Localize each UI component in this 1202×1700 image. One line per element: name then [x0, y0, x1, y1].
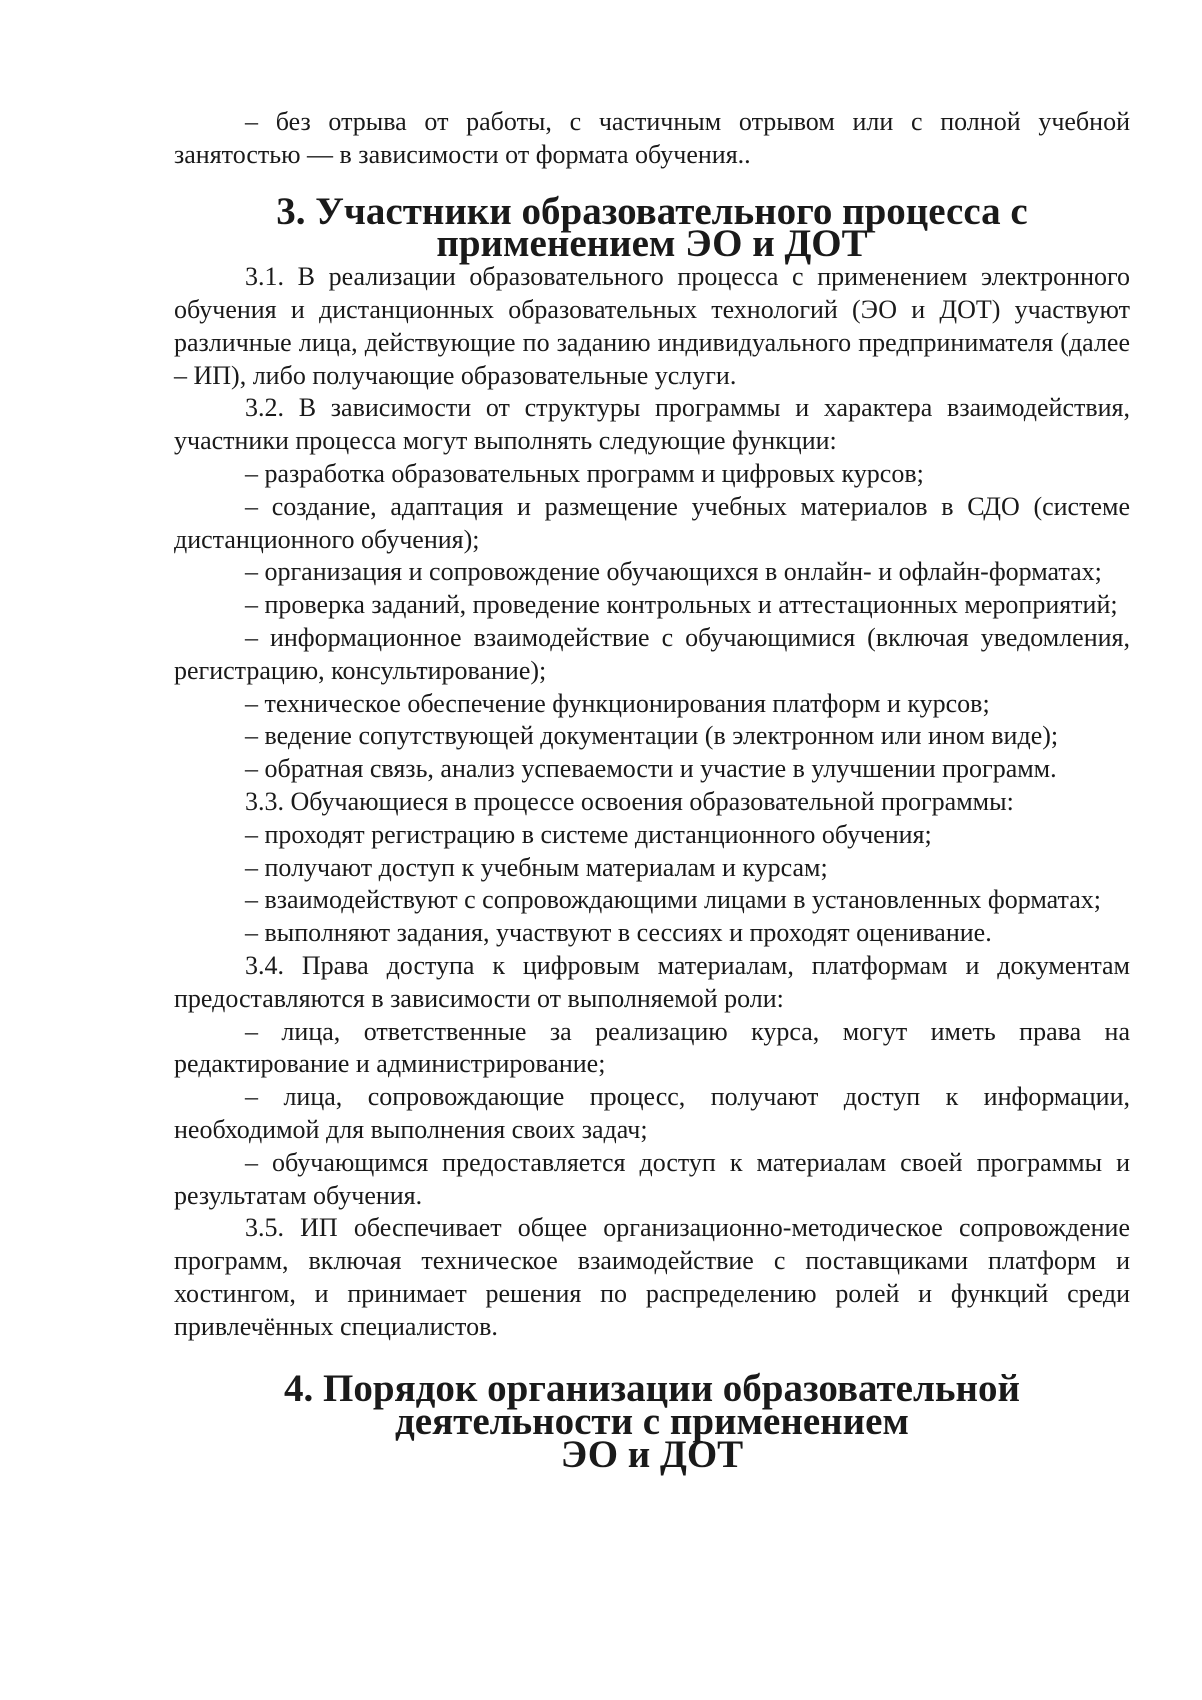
section-4-heading-line-1: 4. Порядок организации образовательной деятельности с применением — [284, 1367, 1020, 1444]
list-item: – проходят регистрацию в системе дистанционного обучения; — [245, 819, 932, 849]
list-item: – техническое обеспечение функционирования платформ и курсов; — [245, 688, 990, 718]
section-3-heading: 3. Участники образовательного процесса с применением ЭО и ДОТ — [276, 189, 1028, 266]
list-item: – обучающимся предоставляется доступ к материалам своей программы и результатам обучения. — [174, 1147, 1130, 1210]
paragraph-3-5: 3.5. ИП обеспечивает общее организационно-методическое сопровождение программ, включая техническое взаимодействие с поставщиками платформ и хостингом, и принимает решения по распределению ролей и функций среди привлечённых специалистов. — [174, 1213, 1130, 1341]
section-4-heading — [174, 1367, 1130, 1477]
intro-paragraph: – без отрыва от работы, с частичным отрывом или с полной учебной занятостью — в зависимости от формата обучения.. — [174, 107, 1130, 169]
list-item: – ведение сопутствующей документации (в электронном или ином виде); — [245, 721, 1059, 751]
list-item: – создание, адаптация и размещение учебных материалов в СДО (системе дистанционного обучения); — [174, 491, 1130, 554]
list-item: – лица, ответственные за реализацию курса, могут иметь права на редактирование и администрирование; — [174, 1016, 1130, 1079]
list-item: – взаимодействуют с сопровождающими лицами в установленных форматах; — [245, 885, 1101, 915]
list-item: – выполняют задания, участвуют в сессиях и проходят оценивание. — [245, 918, 992, 948]
paragraph-3-2: 3.2. В зависимости от структуры программы и характера взаимодействия, участники процесса могут выполнять следующие функции: — [174, 393, 1130, 456]
paragraph-3-1: 3.1. В реализации образовательного процесса с применением электронного обучения и дистанционных образовательных технологий (ЭО и ДОТ) участвуют различные лица, действующие по заданию индивидуального предпринимателя (далее – ИП), либо получающие образовательные услуги. — [174, 262, 1130, 390]
list-item: – разработка образовательных программ и цифровых курсов; — [245, 458, 924, 488]
list-item: – обратная связь, анализ успеваемости и участие в улучшении программ. — [245, 754, 1057, 784]
paragraph-3-3: 3.3. Обучающиеся в процессе освоения образовательной программы: — [245, 786, 1014, 816]
section-4-heading-line-2: ЭО и ДОТ — [560, 1433, 744, 1477]
list-item: – лица, сопровождающие процесс, получают доступ к информации, необходимой для выполнения своих задач; — [174, 1082, 1130, 1144]
list-item: – информационное взаимодействие с обучающимися (включая уведомления, регистрацию, консультирование); — [174, 622, 1130, 685]
document-page — [174, 106, 1130, 1477]
list-item: – организация и сопровождение обучающихся в онлайн- и офлайн-форматах; — [245, 557, 1102, 587]
paragraph-3-4: 3.4. Права доступа к цифровым материалам, платформам и документам предоставляются в зависимости от выполняемой роли: — [174, 950, 1130, 1013]
list-item: – получают доступ к учебным материалам и курсам; — [245, 852, 828, 882]
list-item: – проверка заданий, проведение контрольных и аттестационных мероприятий; — [245, 590, 1118, 620]
